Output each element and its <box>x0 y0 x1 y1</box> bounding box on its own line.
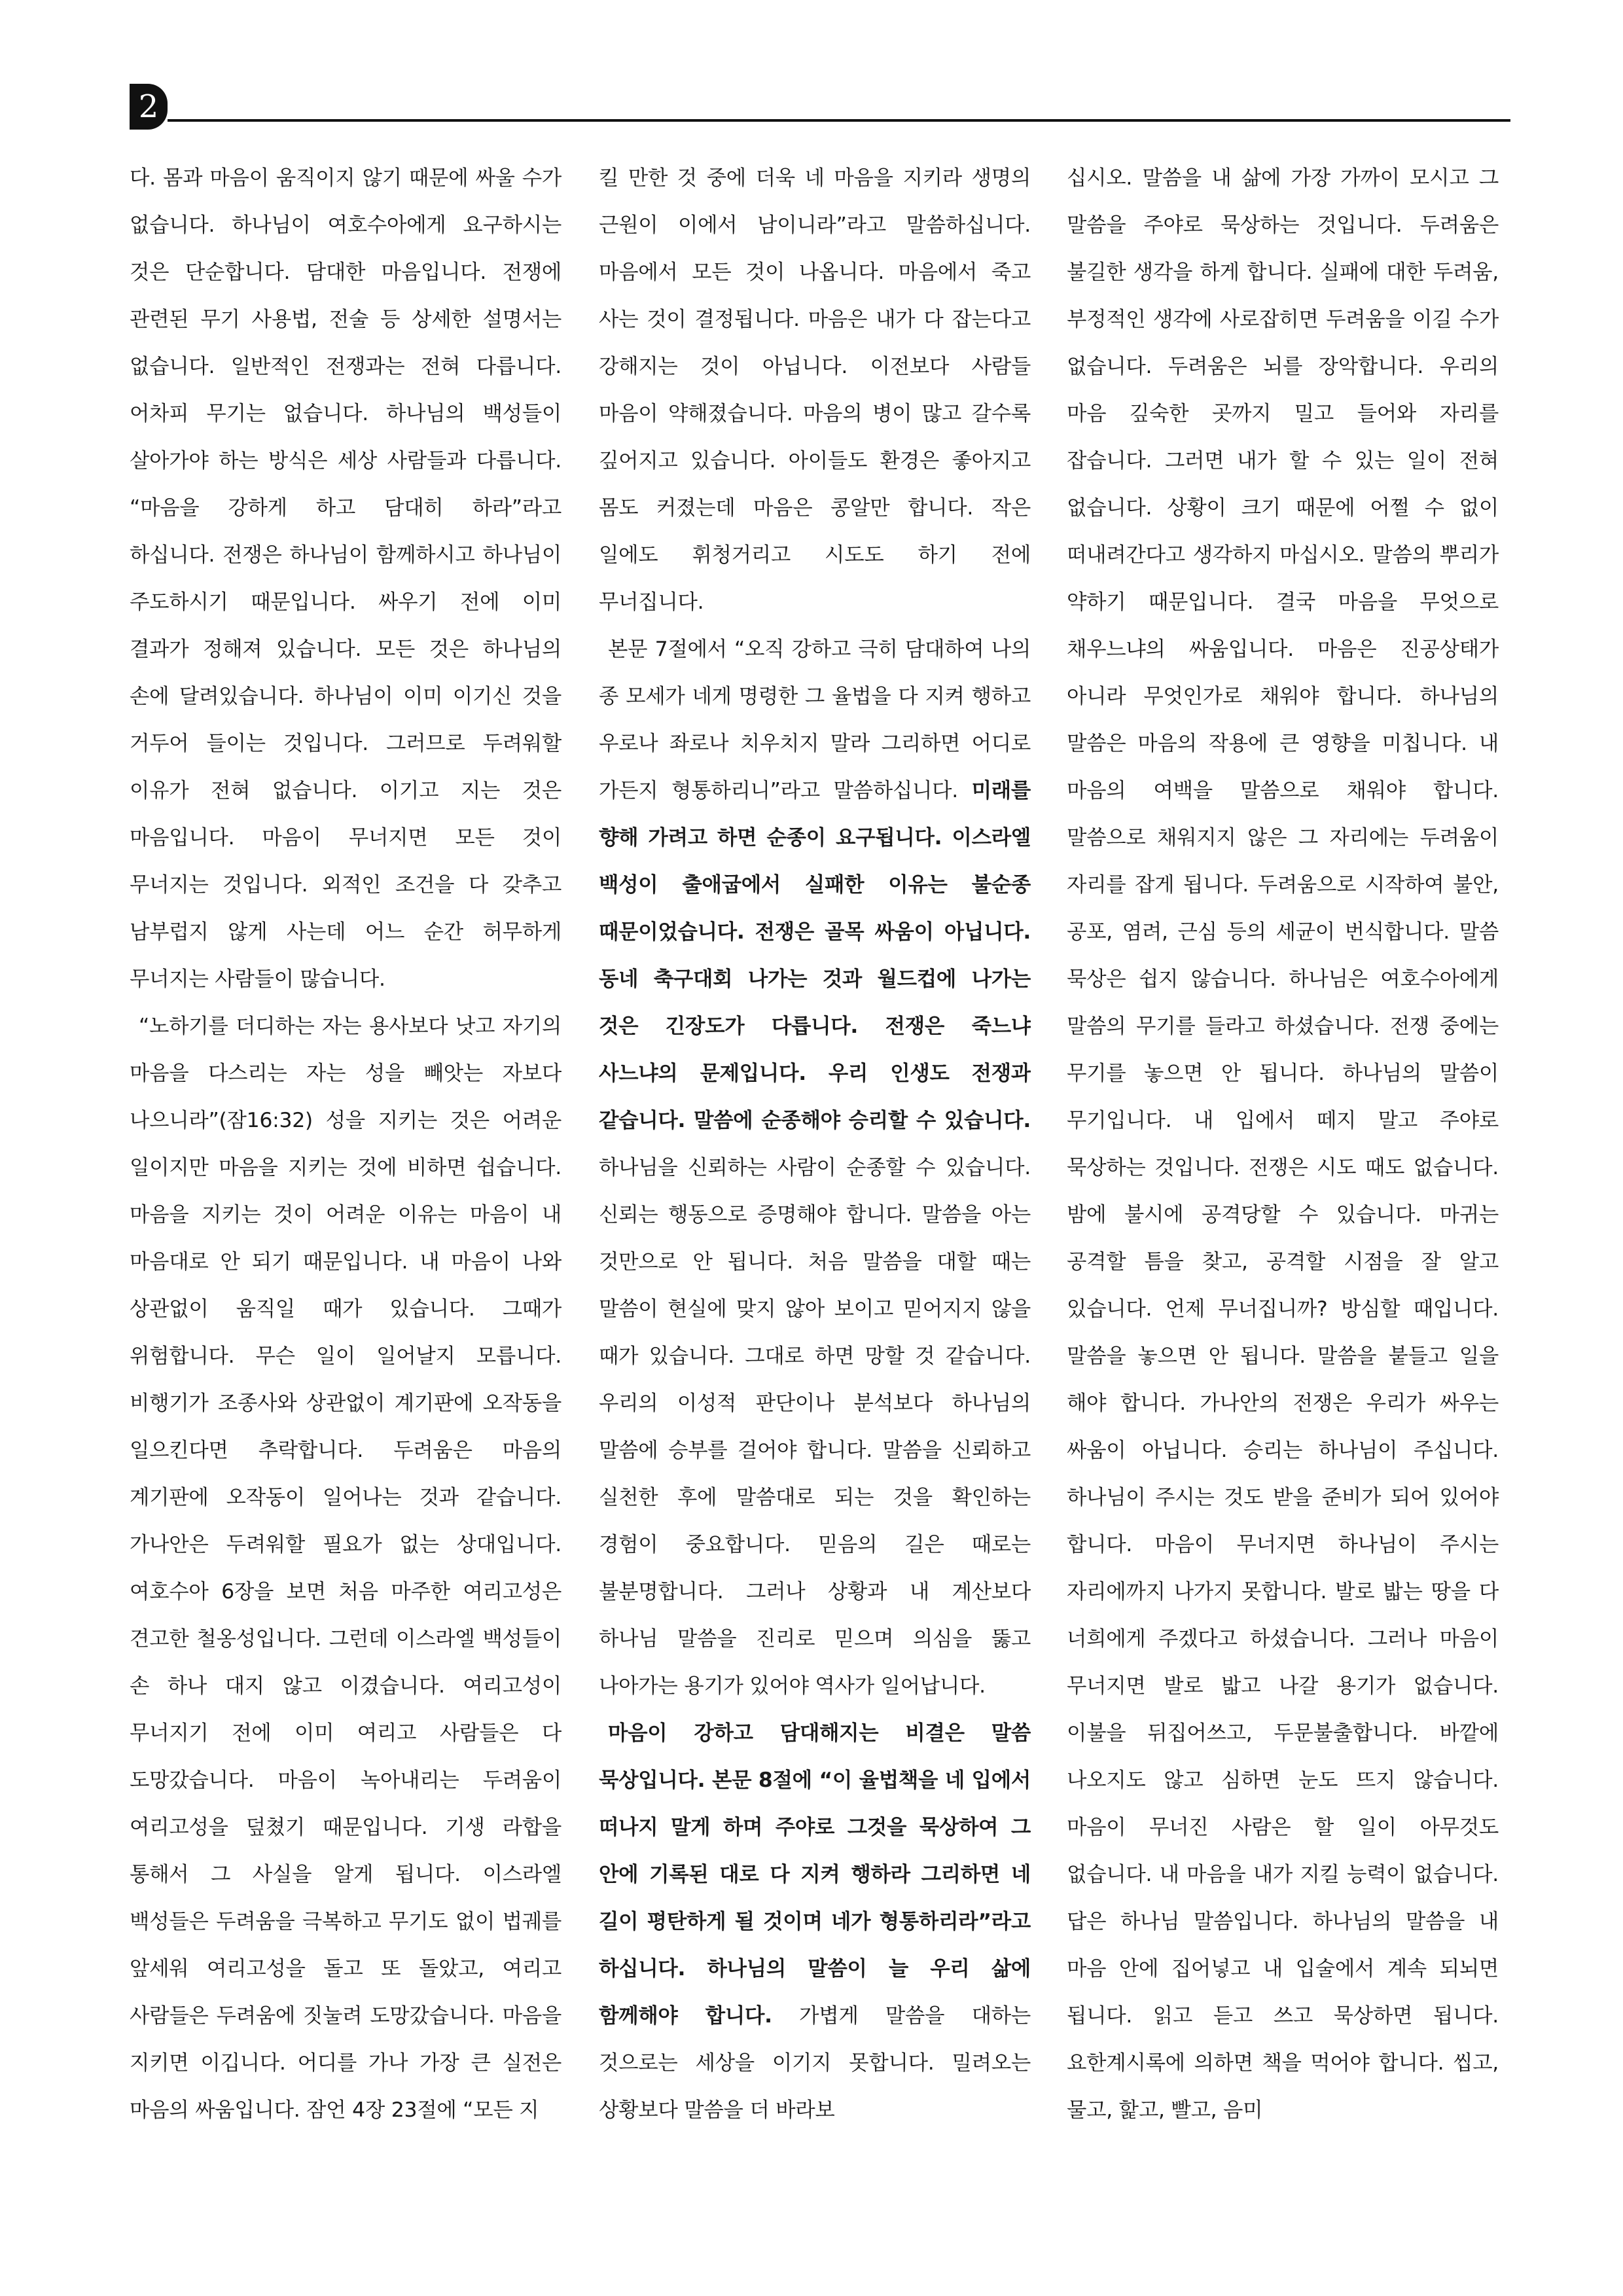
text-column-1 <box>130 154 562 2236</box>
paragraph-text: “노하기를 더디하는 자는 용사보다 낫고 자기의 마음을 다스리는 자는 성을 빼앗는 자보다 나으니라”(잠16:32) 성을 지키는 것은 어려운 일이지만 마음을 지키는 것에 비하면 쉽습니다. 마음을 지키는 것이 어려운 이유는 마음이 내 마음대로 안 되기 때문입니다. 내 마음이 나와 상관없이 움직일 때가 있습니다. 그때가 위험합니다. 무슨 일이 일어날지 모릅니다. 비행기가 조종사와 상관없이 계기판에 오작동을 일으킨다면 추락합니다. 두려움은 마음의 계기판에 오작동이 일어나는 것과 같습니다. 가나안은 두려워할 필요가 없는 상대입니다. 여호수아 6장을 보면 처음 마주한 여리고성은 견고한 철옹성입니다. 그런데 이스라엘 백성들이 손 하나 대지 않고 이겼습니다. 여리고성이 무너지기 전에 이미 여리고 사람들은 다 도망갔습니다. 마음이 녹아내리는 두려움이 여리고성을 덮쳤기 때문입니다. 기생 라합을 통해서 그 사실을 알게 됩니다. 이스라엘 백성들은 두려움을 극복하고 무기도 없이 법궤를 앞세워 여리고성을 돌고 또 돌았고, 여리고 사람들은 두려움에 짓눌려 도망갔습니다. 마음을 지키면 이깁니다. 어디를 가나 가장 큰 실전은 마음의 싸움입니다. 잠언 4장 23절에 “모든 지 <box>130 1014 562 2122</box>
paragraph-text: 본문 7절에서 “오직 강하고 극히 담대하여 나의 종 모세가 네게 명령한 그 율법을 다 지켜 행하고 우로나 좌로나 치우치지 말라 그리하면 어디로 가든지 형통하리니”라고 말씀하십니다. <box>599 637 1031 802</box>
paragraph-text: 하나님을 신뢰하는 사람이 순종할 수 있습니다. 신뢰는 행동으로 증명해야 합니다. 말씀을 아는 것만으로 안 됩니다. 처음 말씀을 대할 때는 말씀이 현실에 맞지 않아 보이고 믿어지지 않을 때가 있습니다. 그대로 하면 망할 것 같습니다. 우리의 이성적 판단이나 분석보다 하나님의 말씀에 승부를 걸어야 합니다. 말씀을 신뢰하고 실천한 후에 말씀대로 되는 것을 확인하는 경험이 중요합니다. 믿음의 길은 때로는 불분명합니다. 그러나 상황과 내 계산보다 하나님 말씀을 진리로 믿으며 의심을 뚫고 나아가는 용기가 있어야 역사가 일어납니다. <box>599 1156 1031 1698</box>
text-column-2 <box>599 154 1031 2236</box>
paragraph <box>130 1003 562 2134</box>
paragraph-text: 가볍게 말씀을 대하는 것으로는 세상을 이기지 못합니다. 밀려오는 상황보다 말씀을 더 바라보 <box>599 2004 1031 2122</box>
paragraph-text: 십시오. 말씀을 내 삶에 가장 가까이 모시고 그 말씀을 주야로 묵상하는 것입니다. 두려움은 불길한 생각을 하게 합니다. 실패에 대한 두려움, 부정적인 생각에 사로잡히면 두려움을 이길 수가 없습니다. 두려움은 뇌를 장악합니다. 우리의 마음 깊숙한 곳까지 밀고 들어와 자리를 잡습니다. 그러면 내가 할 수 있는 일이 전혀 없습니다. 상황이 크기 때문에 어쩔 수 없이 떠내려간다고 생각하지 마십시오. 말씀의 뿌리가 약하기 때문입니다. 결국 마음을 무엇으로 채우느냐의 싸움입니다. 마음은 진공상태가 아니라 무엇인가로 채워야 합니다. 하나님의 말씀은 마음의 작용에 큰 영향을 미칩니다. 내 마음의 여백을 말씀으로 채워야 합니다. 말씀으로 채워지지 않은 그 자리에는 두려움이 자리를 잡게 됩니다. 두려움으로 시작하여 불안, 공포, 염려, 근심 등의 세균이 번식합니다. 말씀 묵상은 쉽지 않습니다. 하나님은 여호수아에게 말씀의 무기를 들라고 하셨습니다. 전쟁 중에는 무기를 놓으면 안 됩니다. 하나님의 말씀이 무기입니다. 내 입에서 떼지 말고 주야로 묵상하는 것입니다. 전쟁은 시도 때도 없습니다. 밤에 불시에 공격당할 수 있습니다. 마귀는 공격할 틈을 찾고, 공격할 시점을 잘 알고 있습니다. 언제 무너집니까? 방심할 때입니다. 말씀을 놓으면 안 됩니다. 말씀을 붙들고 일을 해야 합니다. 가나안의 전쟁은 우리가 싸우는 싸움이 아닙니다. 승리는 하나님이 주십니다. 하나님이 주시는 것도 받을 준비가 되어 있어야 합니다. 마음이 무너지면 하나님이 주시는 자리에까지 나가지 못합니다. 발로 밟는 땅을 다 너희에게 주겠다고 하셨습니다. 그러나 마음이 무너지면 발로 밟고 나갈 용기가 없습니다. 이불을 뒤집어쓰고, 두문불출합니다. 바깥에 나오지도 않고 심하면 눈도 뜨지 않습니다. 마음이 무너진 사람은 할 일이 아무것도 없습니다. 내 마음을 내가 지킬 능력이 없습니다. 답은 하나님 말씀입니다. 하나님의 말씀을 내 마음 안에 집어넣고 내 입술에서 계속 되뇌면 됩니다. 읽고 듣고 쓰고 묵상하면 됩니다. 요한계시록에 의하면 책을 먹어야 합니다. 씹고, 물고, 핥고, 빨고, 음미 <box>1067 166 1499 2122</box>
paragraph <box>599 626 1031 1710</box>
paragraph-text: 다. 몸과 마음이 움직이지 않기 때문에 싸울 수가 없습니다. 하나님이 여호수아에게 요구하시는 것은 단순합니다. 담대한 마음입니다. 전쟁에 관련된 무기 사용법, 전술 등 상세한 설명서는 없습니다. 일반적인 전쟁과는 전혀 다릅니다. 어차피 무기는 없습니다. 하나님의 백성들이 살아가야 하는 방식은 세상 사람들과 다릅니다. “마음을 강하게 하고 담대히 하라”라고 하십니다. 전쟁은 하나님이 함께하시고 하나님이 주도하시기 때문입니다. 싸우기 전에 이미 결과가 정해져 있습니다. 모든 것은 하나님의 손에 달려있습니다. 하나님이 이미 이기신 것을 거두어 들이는 것입니다. 그러므로 두려워할 이유가 전혀 없습니다. 이기고 지는 것은 마음입니다. 마음이 무너지면 모든 것이 무너지는 것입니다. 외적인 조건을 다 갖추고 남부럽지 않게 사는데 어느 순간 허무하게 무너지는 사람들이 많습니다. <box>130 166 562 991</box>
paragraph-text: 킬 만한 것 중에 더욱 네 마음을 지키라 생명의 근원이 이에서 남이니라”라고 말씀하십니다. 마음에서 모든 것이 나옵니다. 마음에서 죽고 사는 것이 결정됩니다. 마음은 내가 다 잡는다고 강해지는 것이 아닙니다. 이전보다 사람들 마음이 약해졌습니다. 마음의 병이 많고 갈수록 깊어지고 있습니다. 아이들도 환경은 좋아지고 몸도 커졌는데 마음은 콩알만 합니다. 작은 일에도 휘청거리고 시도도 하기 전에 무너집니다. <box>599 166 1031 614</box>
header-rule <box>168 119 1510 122</box>
paragraph <box>599 154 1031 626</box>
paragraph <box>599 1710 1031 2134</box>
page-number: 2 <box>138 88 159 125</box>
emphasis-text: 미래를 향해 가려고 하면 순종이 요구됩니다. 이스라엘 백성이 출애굽에서 실패한 이유는 불순종 때문이었습니다. 전쟁은 골목 싸움이 아닙니다. 동네 축구대회 나가는 것과 월드컵에 나가는 것은 긴장도가 다릅니다. 전쟁은 죽느냐 사느냐의 문제입니다. 우리 인생도 전쟁과 같습니다. 말씀에 순종해야 승리할 수 있습니다. <box>599 779 1031 1132</box>
paragraph <box>1067 154 1499 2134</box>
paragraph <box>130 154 562 1003</box>
page-number-badge <box>130 84 168 130</box>
emphasis-text: 마음이 강하고 담대해지는 비결은 말씀 묵상입니다. 본문 8절에 “이 율법책을 네 입에서 떠나지 말게 하며 주야로 그것을 묵상하여 그 안에 기록된 대로 다 지켜 행하라 그리하면 네 길이 평탄하게 될 것이며 네가 형통하리라”라고 하십니다. 하나님의 말씀이 늘 우리 삶에 함께해야 합니다. <box>599 1721 1031 2028</box>
text-column-3 <box>1067 154 1499 2236</box>
